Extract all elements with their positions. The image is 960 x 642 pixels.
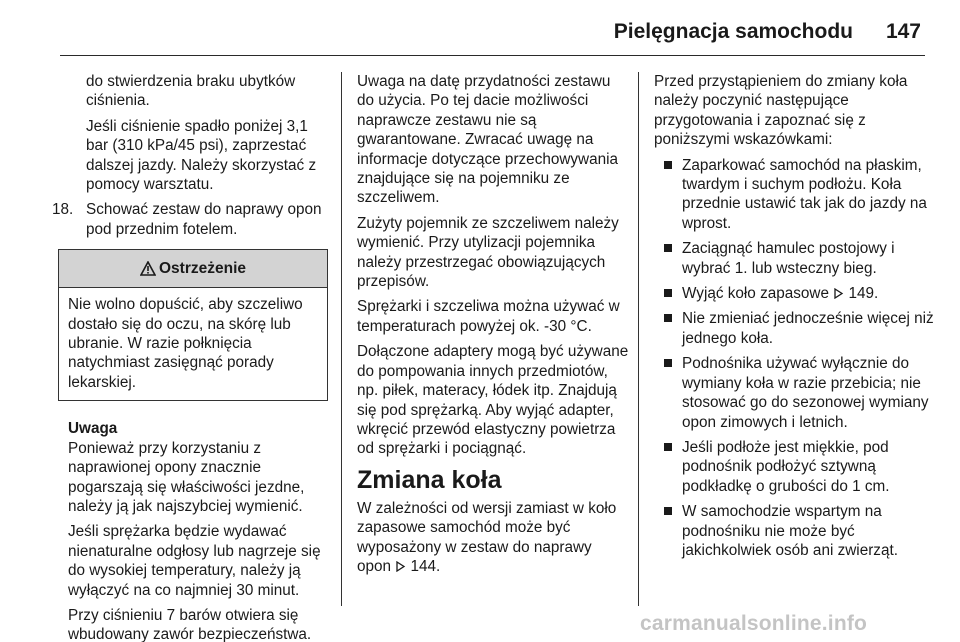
column-divider-2 — [638, 72, 639, 606]
note-paragraph-3: Przy ciśnieniu 7 barów otwiera się wbudowany zawór bezpieczeństwa. — [68, 606, 312, 642]
warning-header — [59, 250, 327, 288]
list-item: Jeśli podłoże jest miękkie, pod podnośnik podłożyć sztywną podkładkę o grubości do 1 cm. — [662, 438, 934, 496]
column-divider-1 — [341, 72, 342, 606]
paragraph-temperature: Sprężarki i szczeliwa można używać w temperaturach powyżej ok. -30 °C. — [357, 298, 620, 335]
page-number: 147 — [885, 20, 921, 43]
section-title: Zmiana koła — [357, 465, 502, 494]
note-paragraph-2: Jeśli sprężarka będzie wydawać nienaturalne odgłosy lub nagrzeje się do wysokiej temperatury, należy ją wyłączyć na co najmniej 30 minut. — [68, 523, 321, 599]
paragraph-disposal: Zużyty pojemnik ze szczeliwem należy wymienić. Przy utylizacji pojemnika należy przestrzegać obowiązujących przepisów. — [357, 214, 619, 291]
list-item: Zaciągnąć hamulec postojowy i wybrać 1. lub wsteczny bieg. — [662, 239, 934, 278]
warning-triangle-icon — [140, 261, 156, 276]
warning-box — [58, 249, 328, 401]
column-left — [52, 72, 328, 642]
list-item: Podnośnika używać wyłącznie do wymiany koła w razie przebicia; nie stosować go do sezonowej wymiany opon zimowych i letnich. — [662, 354, 934, 432]
list-item: Nie zmieniać jednocześnie więcej niż jednego koła. — [662, 309, 934, 348]
step-text: Schować zestaw do naprawy opon pod przednim fotelem. — [86, 201, 322, 238]
page-reference[interactable]: 144. — [410, 557, 441, 575]
note-paragraph-1: Ponieważ przy korzystaniu z naprawionej opony znacznie pogarszają się właściwości jezdne, należy ją jak najszybciej wymienić. — [68, 439, 305, 515]
watermark: carmanualsonline.info — [640, 612, 868, 635]
intro-paragraph-2: Jeśli ciśnienie spadło poniżej 3,1 bar (310 kPa/45 psi), zaprzestać dalszej jazdy. Należy skorzystać z pomocy warsztatu. — [86, 117, 317, 194]
list-item: W samochodzie wspartym na podnośniku nie może być jakichkolwiek osób ani zwierząt. — [662, 502, 934, 560]
note-section — [52, 419, 328, 642]
step-number: 18. — [52, 201, 74, 219]
list-item-text: Wyjąć koło zapasowe — [682, 285, 829, 303]
page-header — [60, 14, 925, 56]
step-18 — [52, 200, 328, 239]
list-item: Zaparkować samochód na płaskim, twardym i suchym podłożu. Koła przednie ustawić tak jak do jazdy na wprost. — [662, 156, 934, 234]
page-reference[interactable]: 149. — [848, 285, 879, 303]
list-item — [662, 284, 934, 303]
page-reference-icon[interactable] — [395, 558, 410, 575]
column-right — [654, 72, 934, 566]
warning-title: Ostrzeżenie — [158, 260, 246, 278]
note-title: Uwaga — [68, 420, 118, 438]
page-title: Pielęgnacja samochodu — [613, 20, 853, 43]
paragraph-expiry: Uwaga na datę przydatności zestawu do użycia. Po tej dacie możliwości naprawcze zestawu nie są gwarantowane. Zwracać uwagę na informacje dotyczące przechowywania znajdujące się na pojemniku ze szczeliwem. — [357, 73, 619, 207]
paragraph-spare-wheel — [357, 499, 629, 577]
paragraph-text: W zależności od wersji zamiast w koło zapasowe samochód może być wyposażony w zestaw do naprawy opon — [357, 499, 617, 575]
column-middle — [357, 72, 629, 582]
intro-paragraph-1: do stwierdzenia braku ubytków ciśnienia. — [86, 73, 296, 110]
paragraph-adapters: Dołączone adaptery mogą być używane do pompowania innych przedmiotów, np. piłek, materacy, łódek itp. Znajdują się pod sprężarką. Aby wyjąć adapter, wkręcić przewód elastyczny powietrza od sprężarki i pociągnąć. — [357, 343, 629, 458]
intro-paragraph: Przed przystąpieniem do zmiany koła należy poczynić następujące przygotowania i zapoznać się z poniższymi wskazówkami: — [654, 73, 908, 149]
warning-body: Nie wolno dopuścić, aby szczeliwo dostało się do oczu, na skórę lub ubranie. W razie połknięcia natychmiast zasięgnąć porady lekarskiej. — [68, 296, 303, 391]
page-reference-icon[interactable] — [833, 285, 848, 302]
